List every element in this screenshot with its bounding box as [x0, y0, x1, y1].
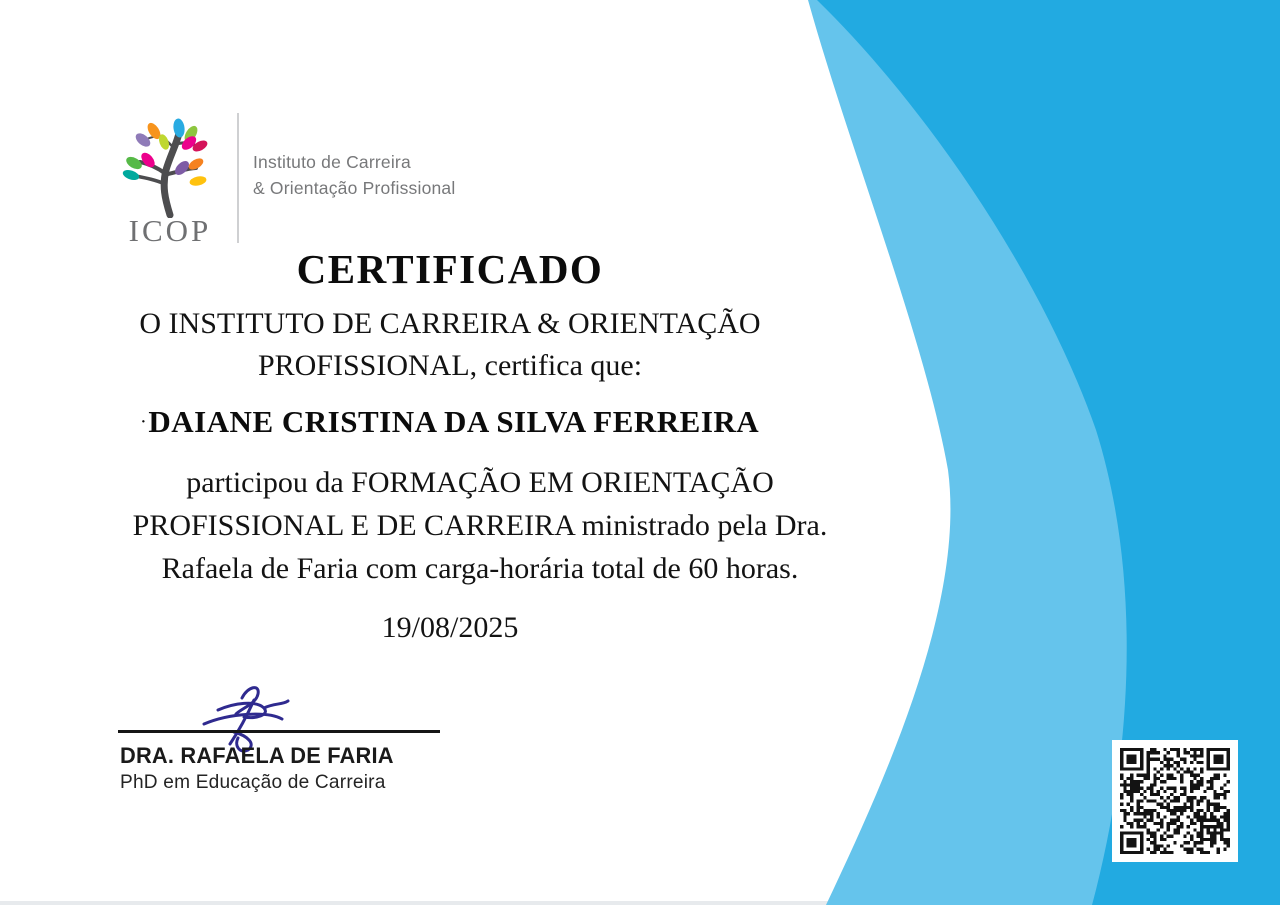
- logo-wordmark: ICOP: [128, 213, 212, 248]
- institute-name-line2: & Orientação Profissional: [253, 178, 456, 198]
- logo-divider: [237, 113, 239, 243]
- course-line1: participou da FORMAÇÃO EM ORIENTAÇÃO: [186, 466, 774, 499]
- institute-name: [253, 149, 455, 201]
- signer-title: PhD em Educação de Carreira: [120, 771, 386, 793]
- certificate-title: CERTIFICADO: [296, 246, 604, 292]
- course-line3: Rafaela de Faria com carga-horária total de 60 horas.: [161, 552, 799, 585]
- issuer-line1: O INSTITUTO DE CARREIRA & ORIENTAÇÃO: [139, 307, 761, 340]
- course-description: [80, 461, 880, 590]
- issuer-line2: PROFISSIONAL, certifica que:: [257, 349, 643, 382]
- signer-name: DRA. RAFAELA DE FARIA: [120, 743, 394, 768]
- course-line2: PROFISSIONAL E DE CARREIRA ministrado pela Dra.: [132, 509, 828, 542]
- issuer-statement: [50, 303, 850, 387]
- institute-name-line1: Instituto de Carreira: [253, 152, 411, 172]
- signature-line: [118, 730, 440, 733]
- signature-strokes: [204, 688, 288, 751]
- issue-date: 19/08/2025: [381, 611, 519, 644]
- recipient-name-text: DAIANE CRISTINA DA SILVA FERREIRA: [148, 404, 760, 439]
- qr-code: [1112, 740, 1238, 862]
- recipient-name: [50, 404, 850, 440]
- qr-code-pattern: [1120, 748, 1230, 854]
- icop-tree-logo-icon: [118, 104, 222, 218]
- scan-dot-artifact: ·: [140, 414, 147, 430]
